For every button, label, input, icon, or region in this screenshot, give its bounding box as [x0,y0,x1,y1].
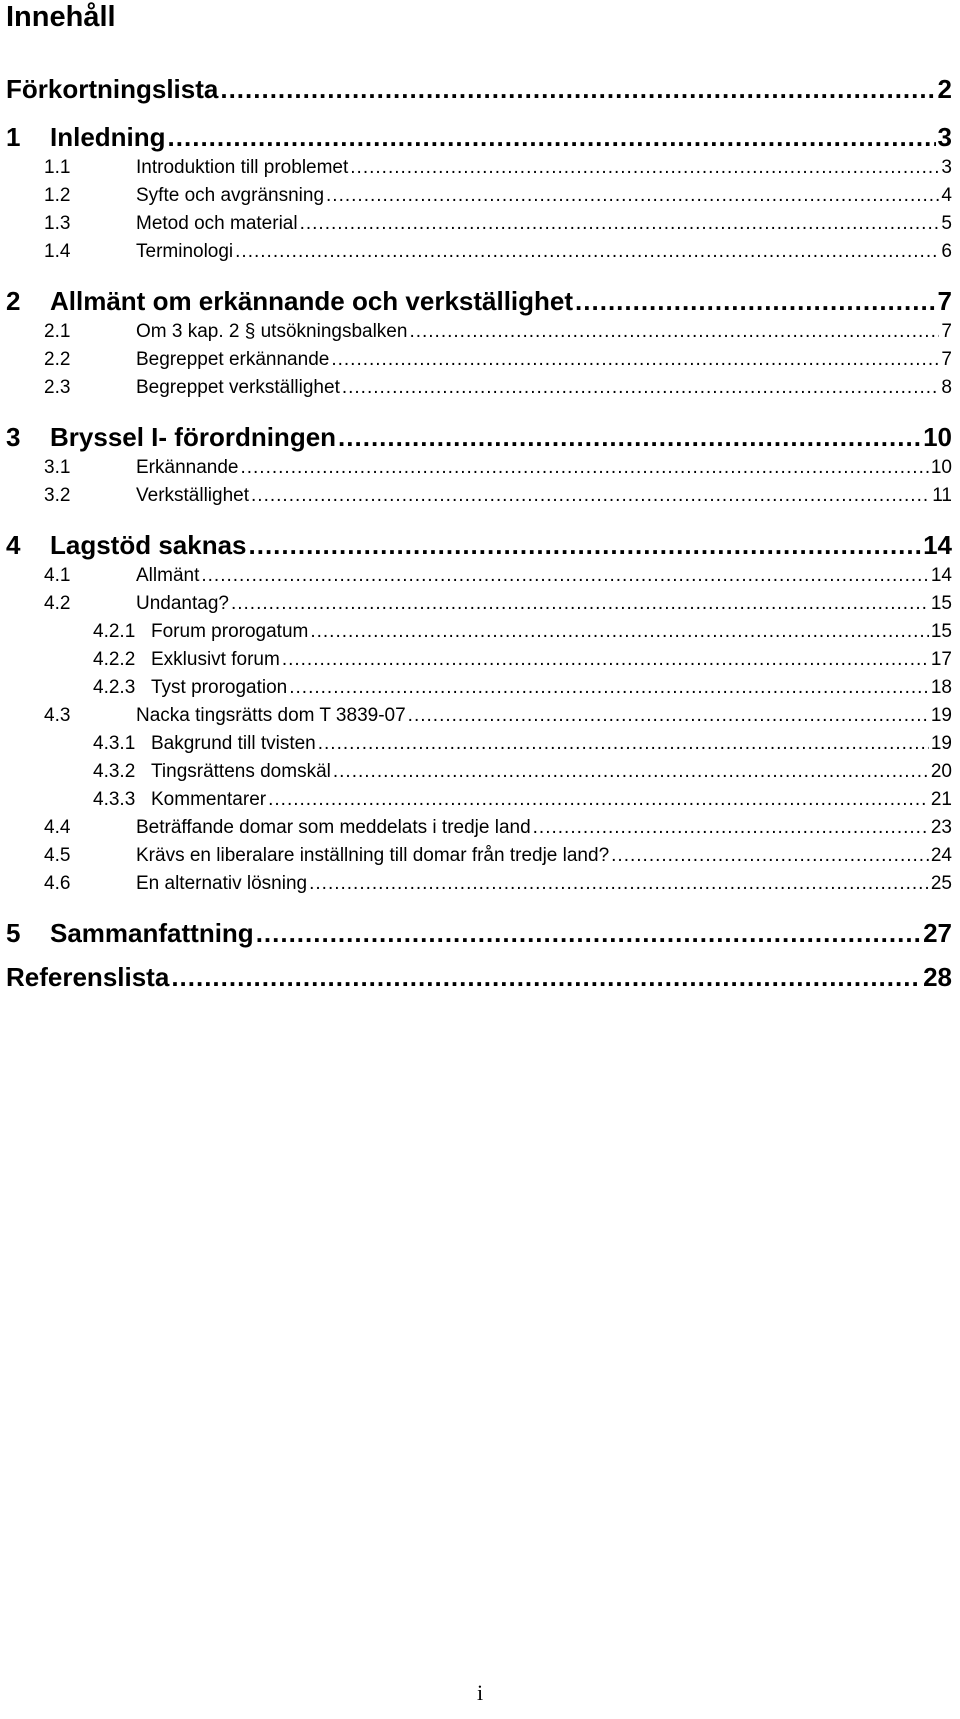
toc-entry-page: 27 [923,918,952,948]
toc-entry-title: Verkställighet [136,485,250,506]
toc-entry-title: Lagstöd saknas [50,530,247,560]
toc-entry[interactable] [44,212,952,236]
toc-entry-page: 3 [937,122,952,152]
toc-entry-number: 1.1 [44,157,71,178]
toc-dot-leader [333,760,929,784]
toc-entry-number: 4.4 [44,817,71,838]
toc-entry[interactable] [93,788,952,812]
toc-entry-page: 4 [941,185,952,206]
toc-entry-page: 10 [930,457,952,478]
toc-entry-number: 4.3.2 [93,761,136,782]
page-title: Innehåll [6,1,116,33]
toc-entry-page: 7 [937,286,952,316]
toc-entry[interactable] [44,816,952,840]
toc-entry-title: Sammanfattning [50,918,254,948]
toc-entry-number: 4.3.1 [93,733,136,754]
toc-entry-page: 8 [941,377,952,398]
toc-entry-title: Begreppet verkställighet [136,377,340,398]
toc-entry[interactable] [44,184,952,208]
toc-entry-title: Introduktion till problemet [136,157,349,178]
toc-dot-leader [235,240,939,264]
toc-entry-number: 1.3 [44,213,71,234]
toc-entry[interactable] [6,528,952,562]
toc-entry-number: 4.5 [44,845,71,866]
toc-entry-title: En alternativ lösning [136,873,308,894]
toc-entry-page: 25 [930,873,952,894]
toc-entry-page: 15 [930,621,952,642]
toc-entry-number: 4.2.2 [93,649,136,670]
toc-dot-leader [326,184,939,208]
toc-entry-title: Forum prorogatum [151,621,309,642]
toc-entry-number: 4.2.1 [93,621,136,642]
toc-entry-page: 21 [930,789,952,810]
toc-entry[interactable] [44,320,952,344]
toc-entry-number: 2.1 [44,321,71,342]
toc-entry-page: 7 [941,349,952,370]
toc-entry-title: Om 3 kap. 2 § utsökningsbalken [136,321,408,342]
toc-dot-leader [201,564,929,588]
toc-dot-leader [289,676,929,700]
toc-entry-title: Allmänt [136,565,200,586]
toc-entry[interactable] [6,960,952,994]
toc-dot-leader [331,348,939,372]
toc-entry-title: Referenslista [6,962,170,992]
toc-entry-page: 15 [930,593,952,614]
toc-dot-leader [611,844,929,868]
toc-dot-leader [350,156,939,180]
toc-entry[interactable] [6,420,952,454]
toc-entry-title: Terminologi [136,241,234,262]
toc-entry-title: Kommentarer [151,789,267,810]
toc-entry-page: 14 [930,565,952,586]
toc-entry[interactable] [44,240,952,264]
toc-entry-title: Nacka tingsrätts dom T 3839-07 [136,705,406,726]
toc-entry[interactable] [6,916,952,950]
toc-entry[interactable] [44,484,952,508]
toc-entry-title: Bryssel I- förordningen [50,422,337,452]
page-number: i [476,1680,484,1705]
toc-dot-leader [231,592,929,616]
toc-dot-leader [300,212,940,236]
toc-entry-page: 17 [930,649,952,670]
toc-entry[interactable] [44,156,952,180]
toc-entry-page: 3 [941,157,952,178]
toc-entry-page: 6 [941,241,952,262]
toc-entry[interactable] [44,704,952,728]
toc-dot-leader [575,284,935,318]
toc-entry-title: Tingsrättens domskäl [151,761,331,782]
toc-dot-leader [268,788,929,812]
toc-entry[interactable] [44,872,952,896]
toc-entry[interactable] [6,120,952,154]
toc-entry-title: Bakgrund till tvisten [151,733,316,754]
toc-entry-page: 11 [932,485,952,506]
toc-entry[interactable] [44,592,952,616]
toc-dot-leader [408,704,929,728]
toc-entry-number: 4.3 [44,705,71,726]
toc-entry[interactable] [44,456,952,480]
toc-entry-title: Förkortningslista [6,74,219,104]
toc-entry-title: Begreppet erkännande [136,349,330,370]
toc-entry-page: 10 [923,422,952,452]
toc-entry-number: 2.3 [44,377,71,398]
toc-entry-title: Syfte och avgränsning [136,185,325,206]
toc-entry-page: 7 [941,321,952,342]
toc-entry-number: 5 [6,918,21,948]
toc-entry-number: 4.6 [44,873,71,894]
toc-entry[interactable] [6,284,952,318]
toc-entry-number: 2 [6,286,21,316]
toc-dot-leader [240,456,928,480]
toc-entry-title: Beträffande domar som meddelats i tredje land [136,817,531,838]
toc-entry-title: Erkännande [136,457,239,478]
toc-dot-leader [249,528,922,562]
toc-entry[interactable] [93,620,952,644]
toc-dot-leader [310,620,929,644]
toc-entry-number: 3.1 [44,457,71,478]
toc-entry-page: 19 [930,733,952,754]
toc-entry-number: 1.2 [44,185,71,206]
toc-entry-page: 14 [923,530,952,560]
toc-entry[interactable] [6,72,952,106]
toc-dot-leader [533,816,929,840]
toc-entry-title: Exklusivt forum [151,649,280,670]
toc-entry-page: 23 [930,817,952,838]
toc-dot-leader [256,916,921,950]
toc-entry-number: 4.2 [44,593,71,614]
toc-dot-leader [282,648,929,672]
toc-entry-page: 19 [930,705,952,726]
toc-dot-leader [342,376,940,400]
toc-entry[interactable] [44,564,952,588]
toc-dot-leader [220,72,935,106]
toc-dot-leader [318,732,929,756]
toc-entry-title: Allmänt om erkännande och verkställighet [50,286,574,316]
toc-dot-leader [251,484,930,508]
toc-entry-title: Inledning [50,122,166,152]
toc-dot-leader [168,120,936,154]
toc-dot-leader [409,320,939,344]
toc-entry[interactable] [93,760,952,784]
toc-entry[interactable] [93,732,952,756]
toc-entry-page: 20 [930,761,952,782]
toc-entry-title: Tyst prorogation [151,677,288,698]
toc-entry[interactable] [44,844,952,868]
toc-entry-number: 1.4 [44,241,71,262]
toc-entry[interactable] [44,376,952,400]
toc-entry-page: 18 [930,677,952,698]
toc-entry[interactable] [93,676,952,700]
toc-entry[interactable] [44,348,952,372]
toc-entry-number: 2.2 [44,349,71,370]
toc-entry-number: 4.3.3 [93,789,136,810]
toc-entry[interactable] [93,648,952,672]
toc-dot-leader [338,420,921,454]
toc-entry-page: 5 [941,213,952,234]
toc-entry-number: 3.2 [44,485,71,506]
toc-entry-number: 4.1 [44,565,71,586]
toc-entry-page: 24 [930,845,952,866]
toc-entry-number: 1 [6,122,21,152]
toc-entry-page: 2 [937,74,952,104]
toc-entry-page: 28 [923,962,952,992]
toc-entry-title: Metod och material [136,213,298,234]
toc-entry-title: Krävs en liberalare inställning till domar från tredje land? [136,845,610,866]
toc-entry-number: 4.2.3 [93,677,136,698]
toc-entry-number: 3 [6,422,21,452]
toc-entry-title: Undantag? [136,593,229,614]
toc-dot-leader [171,960,921,994]
toc-dot-leader [309,872,929,896]
toc-entry-number: 4 [6,530,21,560]
